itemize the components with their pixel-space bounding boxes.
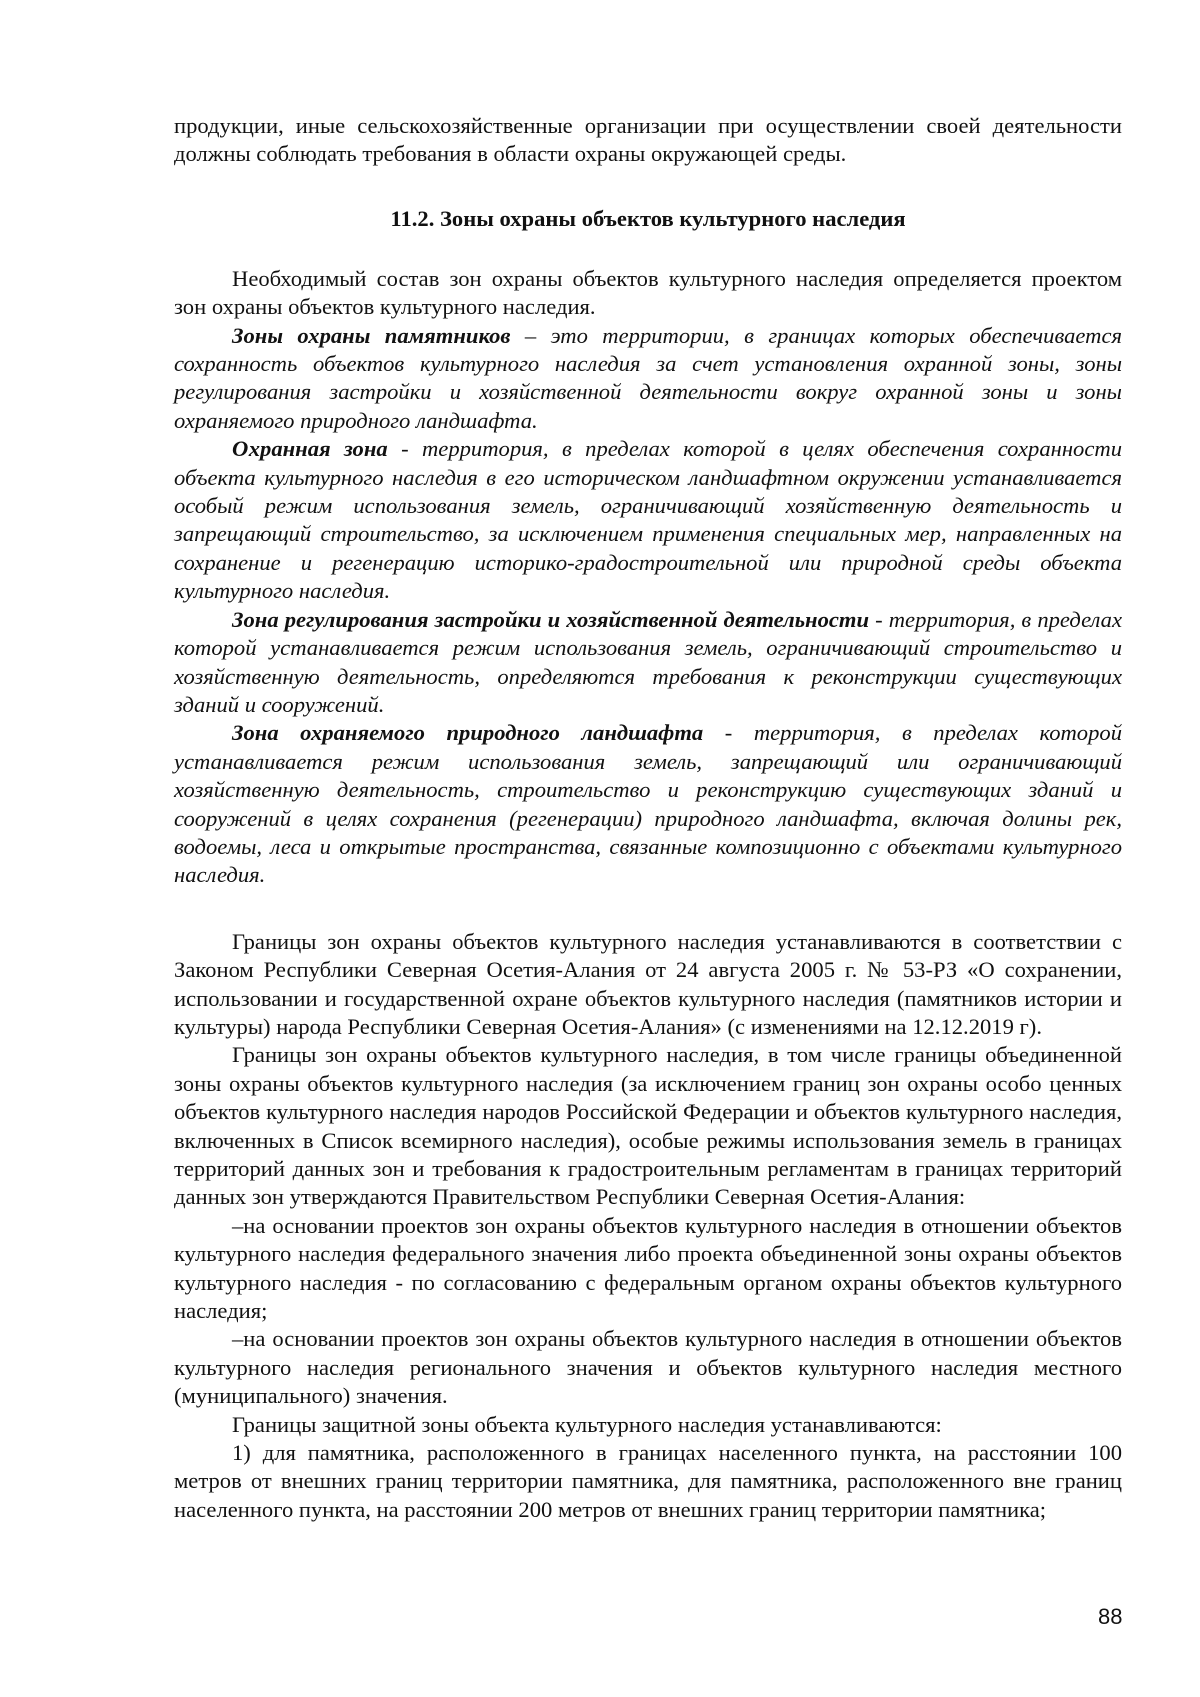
- definition-text: - территория, в пределах которой устанавливается режим использования земель, ограничивающий строительство и хозяйственную деятельность, определяются требования к реконструкции существующих зданий и сооружений.: [174, 606, 1122, 717]
- paragraph-item-1: 1) для памятника, расположенного в границах населенного пункта, на расстоянии 100 метров от внешних границ территории памятника, для памятника, расположенного вне границ населенного пункта, на расстоянии 200 метров от внешних границ территории памятника;: [174, 1440, 1122, 1522]
- definition-text: – это территории, в границах которых обеспечивается сохранность объектов культурного наследия за счет установления охранной зоны, зоны регулирования застройки и хозяйственной деятельности вокруг охранной зоны и зоны охраняемого природного ландшафта.: [174, 322, 1122, 433]
- page-number: 88: [1098, 1604, 1123, 1629]
- section-heading: 11.2. Зоны охраны объектов культурного наследия: [390, 205, 906, 231]
- definition-protection-zones: [174, 322, 1122, 436]
- definition-term: Охранная зона: [232, 436, 388, 462]
- definition-landscape-zone: [174, 719, 1122, 889]
- list-item: –на основании проектов зон охраны объектов культурного наследия в отношении объектов культурного наследия федерального значения либо проекта объединенной зоны охраны объектов культурного наследия - по согласованию с федеральным органом охраны объектов культурного наследия;: [174, 1212, 1122, 1324]
- intro-paragraph: продукции, иные сельскохозяйственные организации при осуществлении своей деятельности должны соблюдать требования в области охраны окружающей среды.: [174, 113, 1122, 167]
- definition-security-zone: [174, 435, 1122, 605]
- definition-text: - территория, в пределах которой устанавливается режим использования земель, запрещающий или ограничивающий хозяйственную деятельность, строительство и реконструкцию существующих зданий и сооружений в целях сохранения (регенерации) природного ландшафта, включая долины рек, водоемы, леса и открытые пространства, связанные композиционно с объектами культурного наследия.: [174, 720, 1122, 888]
- definition-term: Зона регулирования застройки и хозяйственной деятельности: [232, 606, 870, 632]
- paragraph-approval: Границы зон охраны объектов культурного наследия, в том числе границы объединенной зоны охраны объектов культурного наследия (за исключением границ зон охраны особо ценных объектов культурного наследия народов Российской Федерации и объектов культурного наследия, включенных в Список всемирного наследия), особые режимы использования земель в границах территорий данных зон и требования к градостроительным регламентам в границах территорий данных зон утверждаются Правительством Республики Северная Осетия-Алания:: [174, 1042, 1122, 1210]
- definition-regulation-zone: [174, 606, 1122, 720]
- definition-term: Зоны охраны памятников: [232, 322, 511, 348]
- list-item: –на основании проектов зон охраны объектов культурного наследия в отношении объектов культурного наследия регионального значения и объектов культурного наследия местного (муниципального) значения.: [174, 1326, 1122, 1409]
- document-page: [174, 112, 1122, 1524]
- definition-text: - территория, в пределах которой в целях обеспечения сохранности объекта культурного наследия в его историческом ландшафтном окружении устанавливается особый режим использования земель, ограничивающий хозяйственную деятельность и запрещающий строительство, за исключением применения специальных мер, направленных на сохранение и регенерацию историко-градостроительной или природной среды объекта культурного наследия.: [174, 436, 1123, 604]
- paragraph-composition: Необходимый состав зон охраны объектов культурного наследия определяется проектом зон охраны объектов культурного наследия.: [174, 265, 1122, 320]
- paragraph-protective-zone: Границы защитной зоны объекта культурного наследия устанавливаются:: [232, 1411, 942, 1437]
- definition-term: Зона охраняемого природного ландшафта: [232, 720, 704, 746]
- paragraph-law-reference: Границы зон охраны объектов культурного наследия устанавливаются в соответствии с Законом Республики Северная Осетия-Алания от 24 августа 2005 г. № 53-РЗ «О сохранении, использовании и государственной охране объектов культурного наследия (памятников истории и культуры) народа Республики Северная Осетия-Алания» (с изменениями на 12.12.2019 г).: [174, 928, 1122, 1039]
- paragraph-spacer: [174, 890, 1122, 928]
